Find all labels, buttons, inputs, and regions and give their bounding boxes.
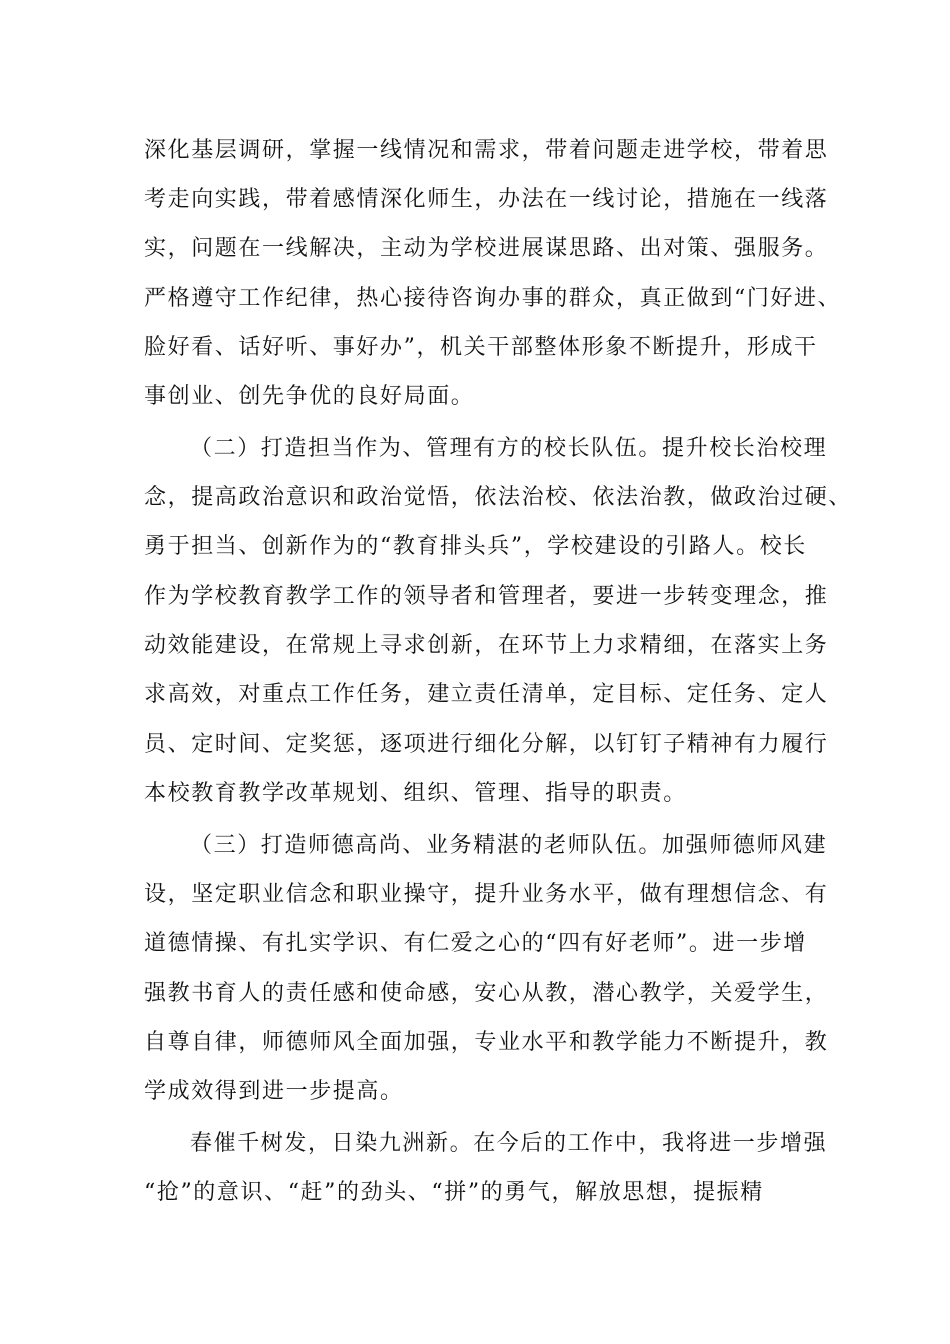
text-line: 脸好看、话好听、事好办”，机关干部整体形象不断提升，形成干 [144, 335, 818, 360]
section-heading-line: （三）打造师德高尚、业务精湛的老师队伍。加强师德师风建 [190, 833, 828, 858]
text-line: 员、定时间、定奖惩，逐项进行细化分解，以钉钉子精神有力履行 [144, 732, 829, 757]
text-line: 严格遵守工作纪律，热心接待咨询办事的群众，真正做到“门好进、 [144, 286, 842, 311]
text-line: 动效能建设，在常规上寻求创新，在环节上力求精细，在落实上务 [144, 633, 829, 658]
text-line: 道德情操、有扎实学识、有仁爱之心的“四有好老师”。进一步增 [144, 931, 807, 956]
paragraph-first-line: 春催千树发，日染九洲新。在今后的工作中，我将进一步增强 [190, 1131, 828, 1156]
text-line: 深化基层调研，掌握一线情况和需求，带着问题走进学校，带着思 [144, 138, 829, 163]
text-line: 学成效得到进一步提高。 [144, 1079, 404, 1104]
text-line: 自尊自律，师德师风全面加强，专业水平和教学能力不断提升，教 [144, 1030, 829, 1055]
text-line: “抢”的意识、“赶”的劲头、“拼”的勇气，解放思想，提振精 [144, 1180, 764, 1205]
text-line: 念，提高政治意识和政治觉悟，依法治校、依法治教，做政治过硬、 [144, 485, 853, 510]
text-line: 设，坚定职业信念和职业操守，提升业务水平，做有理想信念、有 [144, 882, 829, 907]
text-line: 求高效，对重点工作任务，建立责任清单，定目标、定任务、定人 [144, 682, 829, 707]
text-line: 实，问题在一线解决，主动为学校进展谋思路、出对策、强服务。 [144, 236, 829, 261]
text-line: 强教书育人的责任感和使命感，安心从教，潜心教学，关爱学生， [144, 981, 829, 1006]
text-line: 事创业、创先争优的良好局面。 [144, 384, 475, 409]
section-heading-line: （二）打造担当作为、管理有方的校长队伍。提升校长治校理 [190, 436, 828, 461]
text-line: 考走向实践，带着感情深化师生，办法在一线讨论，措施在一线落 [144, 187, 829, 212]
text-line: 勇于担当、创新作为的“教育排头兵”，学校建设的引路人。校长 [144, 534, 807, 559]
text-line: 作为学校教育教学工作的领导者和管理者，要进一步转变理念，推 [144, 584, 829, 609]
text-line: 本校教育教学改革规划、组织、管理、指导的职责。 [144, 781, 687, 806]
